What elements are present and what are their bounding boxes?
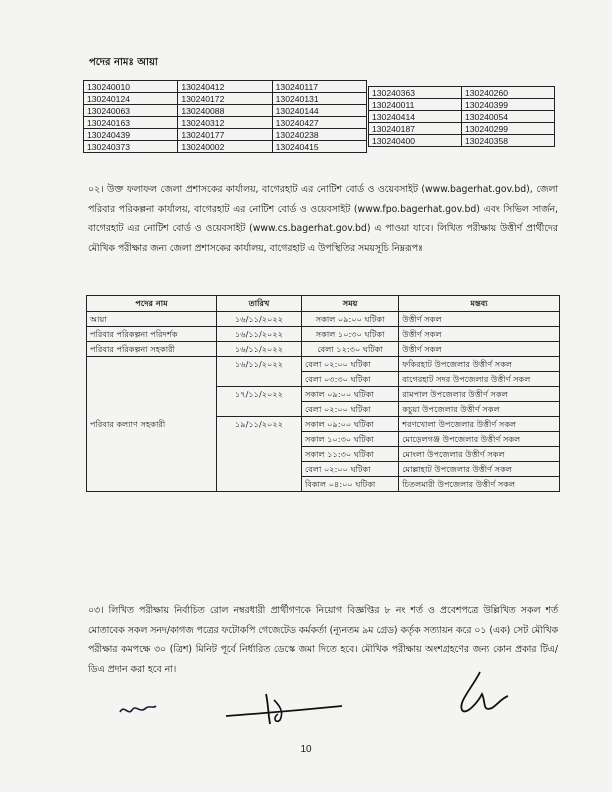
schedule-header-row (87, 296, 560, 312)
roll-number-cell: 130240054 (462, 111, 555, 123)
initials-signature-left (118, 700, 158, 722)
roll-number-cell: 130240427 (272, 117, 366, 129)
roll-number-cell: 130240124 (84, 93, 178, 105)
roll-number-cell: 130240117 (272, 81, 366, 93)
roll-number-cell: 130240412 (178, 81, 272, 93)
cell-date: ১৬/১১/২০২২ (217, 357, 302, 387)
cell-date: ১৭/১১/২০২২ (217, 387, 302, 417)
cell-remark: রামপাল উপজেলার উত্তীর্ণ সকল (399, 387, 560, 402)
table-row (369, 111, 555, 123)
cell-remark: উত্তীর্ণ সকল (399, 327, 560, 342)
header-remark: মন্তব্য (399, 296, 560, 312)
cell-remark: বাগেরহাট সদর উপজেলার উত্তীর্ণ সকল (399, 372, 560, 387)
document-instruction-paragraph: ০৩। লিখিত পরীক্ষায় নির্বাচিত রোল নম্বরধারী প্রার্থীগণকে নিয়োগ বিজ্ঞপ্তির ৮ নং শর্ত ও প্রবেশপত্রে উল্লিখিত সকল শর্ত মোতাবেক সকল সনদ/কাগজ পত্রের ফটোকপি গেজেটেড কর্মকর্তা (ন্যূনতম ৯ম গ্রেড) কর্তৃক সত্যায়ন করে ০১ (এক) সেট মৌখিক পরীক্ষার কমপক্ষে ৩০ (ত্রিশ) মিনিট পূর্বে নির্ধারিত ডেস্কে জমা দিতে হবে। মৌখিক পরীক্ষায় অংশগ্রহণের জন্য কোন প্রকার টিএ/ডিএ প্রদান করা হবে না। (88, 605, 558, 675)
table-row (369, 99, 555, 111)
roll-number-cell: 130240399 (462, 99, 555, 111)
cell-time: সকাল ০৯:০০ ঘটিকা (301, 312, 398, 327)
roll-number-cell: 130240299 (462, 123, 555, 135)
roll-number-cell: 130240177 (178, 129, 272, 141)
cell-remark: শরণখোলা উপজেলার উত্তীর্ণ সকল (399, 417, 560, 432)
roll-number-cell: 130240011 (369, 99, 462, 111)
roll-number-cell: 130240002 (178, 141, 272, 153)
cell-time: সকাল ০৯:০০ ঘটিকা (301, 417, 398, 432)
table-row (369, 87, 555, 99)
roll-number-cell: 130240415 (272, 141, 366, 153)
cell-time: বিকাল ০৪:০০ ঘটিকা (301, 477, 398, 492)
roll-number-cell: 130240131 (272, 93, 366, 105)
roll-number-grid-right (368, 86, 555, 147)
page-number: 10 (300, 744, 312, 755)
cell-time: সকাল ১০:৩০ ঘটিকা (301, 327, 398, 342)
roll-number-cell: 130240414 (369, 111, 462, 123)
table-row (87, 312, 560, 327)
roll-number-cell: 130240088 (178, 105, 272, 117)
roll-number-cell: 130240358 (462, 135, 555, 147)
header-time: সময় (301, 296, 398, 312)
cell-remark: ফকিরহাট উপজেলার উত্তীর্ণ সকল (399, 357, 560, 372)
table-row (84, 93, 367, 105)
cell-time: বেলা ০২:০০ ঘটিকা (301, 402, 398, 417)
cell-date: ১৬/১১/২০২২ (217, 342, 302, 357)
header-date: তারিখ (217, 296, 302, 312)
cell-post: পরিবার পরিকল্পনা সহকারী (87, 342, 217, 357)
table-row (87, 327, 560, 342)
cell-date: ১৬/১১/২০২২ (217, 327, 302, 342)
cell-remark: মোংলা উপজেলার উত্তীর্ণ সকল (399, 447, 560, 462)
cell-remark: উত্তীর্ণ সকল (399, 312, 560, 327)
cell-remark: মোড়েলগঞ্জ উপজেলার উত্তীর্ণ সকল (399, 432, 560, 447)
roll-number-cell: 130240400 (369, 135, 462, 147)
table-row (369, 123, 555, 135)
roll-number-cell: 130240010 (84, 81, 178, 93)
roll-number-cell: 130240363 (369, 87, 462, 99)
table-row (87, 342, 560, 357)
roll-number-cell: 130240260 (462, 87, 555, 99)
cell-time: সকাল ১০:৩০ ঘটিকা (301, 432, 398, 447)
cell-remark: চিতলমারী উপজেলার উত্তীর্ণ সকল (399, 477, 560, 492)
cell-time: বেলা ১২:৩০ ঘটিকা (301, 342, 398, 357)
table-row (84, 117, 367, 129)
roll-number-cell: 130240238 (272, 129, 366, 141)
roll-number-grid-left (83, 80, 367, 153)
roll-number-cell: 130240373 (84, 141, 178, 153)
table-row (369, 135, 555, 147)
roll-number-cell: 130240312 (178, 117, 272, 129)
roll-number-cell: 130240439 (84, 129, 178, 141)
header-post: পদের নাম (87, 296, 217, 312)
roll-number-cell: 130240063 (84, 105, 178, 117)
table-row (84, 141, 367, 153)
result-publication-paragraph: ০২। উক্ত ফলাফল জেলা প্রশাসকের কার্যালয়, বাগেরহাট এর নোটিশ বোর্ড ও ওয়েবসাইট (www.bagerhat.gov.bd), জেলা পরিবার পরিকল্পনা কার্যালয়, বাগেরহাট এর নোটিশ বোর্ড ও ওয়েবসাইট (www.fpo.bagerhat.gov.bd) এবং সিভিল সার্জন, বাগেরহাট এর নোটিশ বোর্ড ও ওয়েবসাইট (www.cs.bagerhat.gov.bd) এ পাওয়া যাবে। লিখিত পরীক্ষায় উত্তীর্ণ প্রার্থীদের মৌখিক পরীক্ষার জন্য জেলা প্রশাসকের কার্যালয়, বাগেরহাট এ উপস্থিতির সময়সূচি নিম্নরূপঃ (88, 184, 558, 254)
table-row (84, 129, 367, 141)
cell-remark: মোল্লাহাট উপজেলার উত্তীর্ণ সকল (399, 462, 560, 477)
table-row (84, 105, 367, 117)
cell-date: ১৯/১১/২০২২ (217, 417, 302, 492)
table-row (84, 81, 367, 93)
cell-time: বেলা ০৩:৩০ ঘটিকা (301, 372, 398, 387)
cell-time: বেলা ০২:০০ ঘটিকা (301, 357, 398, 372)
cell-time: বেলা ০২:০০ ঘটিকা (301, 462, 398, 477)
roll-number-cell: 130240187 (369, 123, 462, 135)
cell-time: সকাল ০৯:০০ ঘটিকা (301, 387, 398, 402)
cell-remark: কচুয়া উপজেলার উত্তীর্ণ সকল (399, 402, 560, 417)
cell-date: ১৬/১১/২০২২ (217, 312, 302, 327)
roll-number-cell: 130240163 (84, 117, 178, 129)
table-row (87, 357, 560, 372)
cell-time: সকাল ১১:৩০ ঘটিকা (301, 447, 398, 462)
roll-number-cell: 130240144 (272, 105, 366, 117)
cell-post-fwa: পরিবার কল্যাণ সহকারী (87, 357, 217, 492)
signature-right (452, 668, 512, 718)
cell-post: আয়া (87, 312, 217, 327)
roll-number-cell: 130240172 (178, 93, 272, 105)
cell-remark: উত্তীর্ণ সকল (399, 342, 560, 357)
post-name-heading: পদের নামঃ আয়া (89, 57, 158, 68)
cell-post: পরিবার পরিকল্পনা পরিদর্শক (87, 327, 217, 342)
viva-schedule-table (86, 295, 560, 492)
signature-middle (222, 690, 352, 730)
